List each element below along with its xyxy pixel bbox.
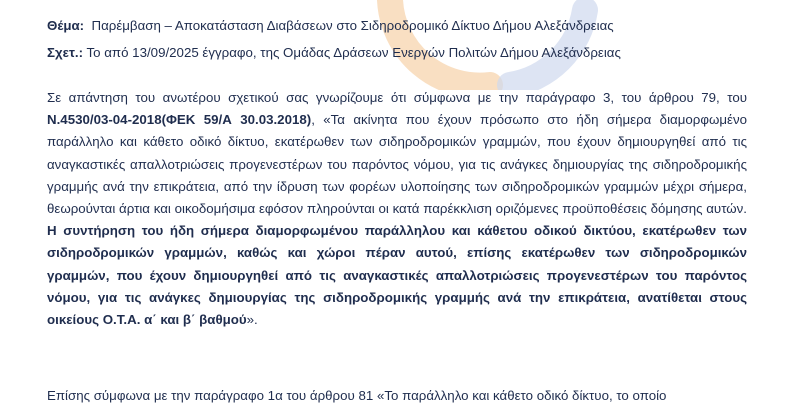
reference-text: Το από 13/09/2025 έγγραφο, της Ομάδας Δράσεων Ενεργών Πολιτών Δήμου Αλεξάνδρειας — [86, 45, 621, 60]
paragraph-main — [47, 87, 747, 331]
quote-closing: ». — [246, 312, 258, 328]
reference-line — [47, 44, 767, 62]
subject-label: Θέμα: — [47, 18, 85, 33]
watermark-orange-arc — [390, 0, 490, 86]
quote-bold: Η συντήρηση του ήδη σήμερα διαμορφωμένου παράλληλου και κάθετου οδικού δικτύου, εκατέρωθεν των σιδηροδρομικών γραμμών, καθώς και χώροι πέραν αυτού, επίσης εκατέρωθεν των σιδηροδρομικών γραμμών, που έχουν δημιουργηθεί από τις αναγκαστικές απαλλοτριώσεις προγενεστέρων του παρόντος νόμου, για τις ανάγκες δημιουργίας της σιδηροδρομικής γραμμής ανά την επικράτεια, ανατίθεται στους οικείους Ο.Τ.Α. α΄ και β΄ βαθμού — [47, 223, 747, 328]
reference-label: Σχετ.: — [47, 45, 84, 60]
subject-line — [47, 17, 767, 35]
paragraph-second-text: Επίσης σύμφωνα με την παράγραφο 1α του άρθρου 81 «Το παράλληλο και κάθετο οδικό δίκτυο, το οποίο — [47, 388, 667, 403]
paragraph-second — [47, 387, 767, 405]
paragraph-intro: Σε απάντηση του ανωτέρου σχετικού σας γνωρίζουμε ότι σύμφωνα με την παράγραφο 3, του άρθρου 79, του — [47, 90, 747, 105]
subject-text: Παρέμβαση – Αποκατάσταση Διαβάσεων στο Σιδηροδρομικό Δίκτυο Δήμου Αλεξάνδρειας — [91, 18, 614, 33]
quote-plain: , «Τα ακίνητα που έχουν πρόσωπο στο ήδη σήμερα διαμορφωμένο παράλληλο και κάθετο οδικό δίκτυο, εκατέρωθεν των σιδηροδρομικών γραμμών, που έχουν δημιουργηθεί από τις αναγκαστικές απαλλοτριώσεις προγενεστέρων του παρόντος νόμου, για τις ανάγκες δημιουργίας της σιδηροδρομικής γραμμής ανά την επικράτεια, από την ίδρυση των φορέων υλοποίησης των σιδηροδρομικών γραμμών μέχρι σήμερα, θεωρούνται άρτια και οικοδομήσιμα εφόσον πληρούνται οι κατά παρέκκλιση οριζόμενες προϋποθέσεις δόμησης αυτών. — [47, 112, 747, 217]
law-reference: Ν.4530/03-04-2018(ΦΕΚ 59/Α 30.03.2018) — [47, 112, 312, 128]
